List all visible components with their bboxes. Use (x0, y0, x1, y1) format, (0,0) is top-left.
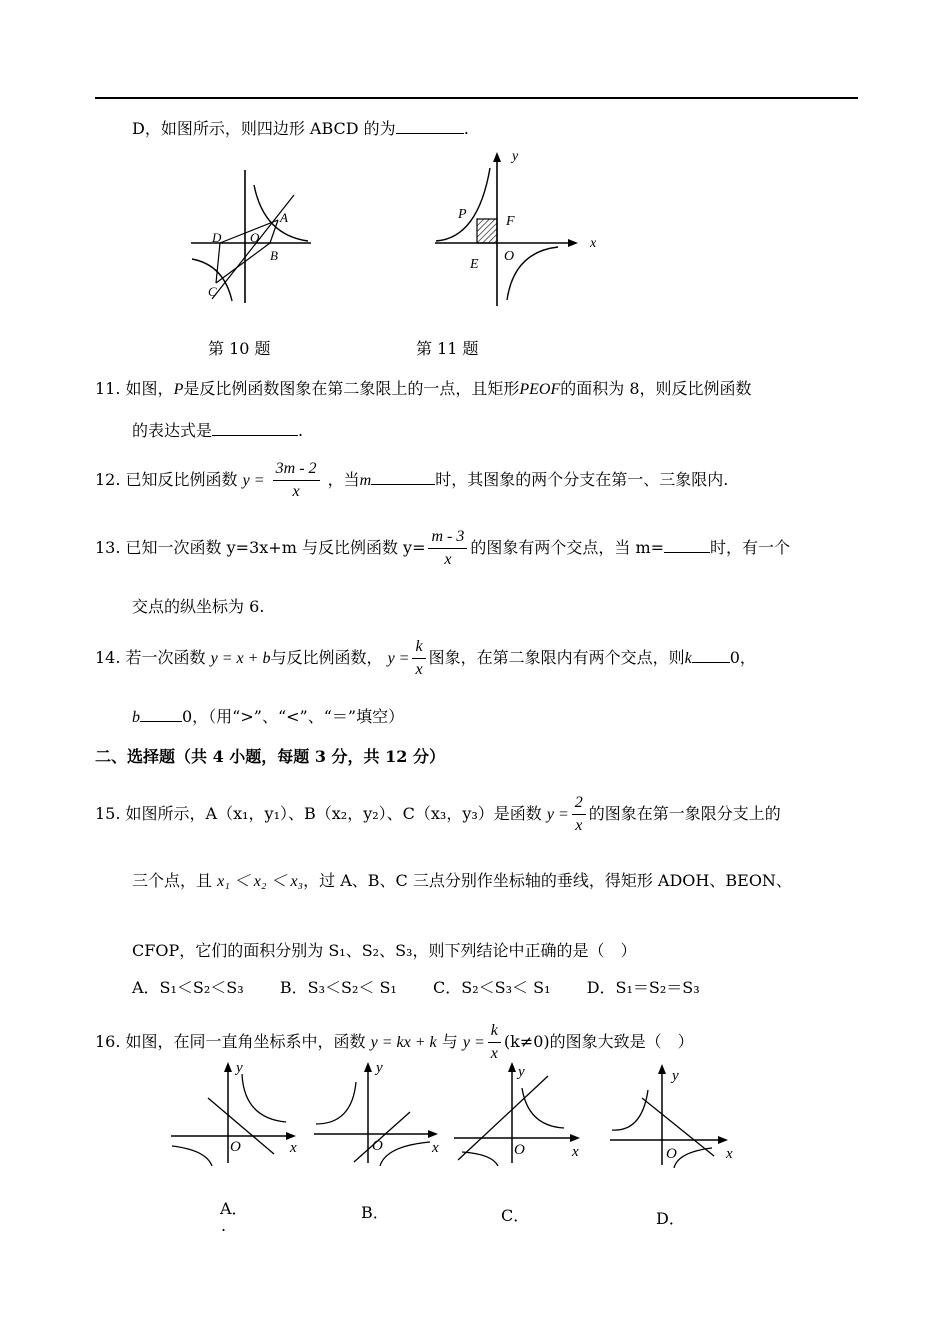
q12-t2: ，当 (327, 470, 360, 489)
graph-a-line (208, 1098, 274, 1154)
graph-d-y-arrow (658, 1064, 666, 1074)
q14-numerator: k (412, 636, 425, 659)
q12-line (95, 458, 728, 503)
fig11-curve-q4 (507, 247, 558, 300)
q12-denominator: x (292, 483, 300, 500)
fig10-label-D: D (212, 230, 222, 245)
q12-lhs: y = (242, 472, 265, 489)
q16-lhs: y = (462, 1034, 485, 1051)
fig10-label-C: C (208, 284, 217, 299)
fig11-label-E: E (470, 257, 479, 272)
graph-d-label-o: O (666, 1146, 677, 1162)
graph-a-label-o: O (230, 1139, 241, 1155)
q12-t1: 已知反比例函数 (125, 470, 238, 489)
q16-t3: (k≠0)的图象大致是（ ） (503, 1032, 694, 1051)
q15-option-a[interactable]: A．S₁＜S₂＜S₃ (132, 978, 244, 997)
q15-inequality: x₁ ＜ x₂ ＜ x₃ (217, 873, 304, 890)
graph-b-y-arrow (364, 1062, 372, 1072)
fig10-label-B: B (270, 248, 278, 263)
graph-c-x-arrow (570, 1134, 580, 1142)
q14-number: 14. (95, 648, 121, 667)
q15-line2 (132, 868, 792, 891)
graph-b-curve-q2 (316, 1082, 356, 1124)
q13-number: 13. (95, 538, 121, 557)
q15-number: 15. (95, 804, 121, 823)
graph-c-label-x: x (572, 1144, 579, 1160)
fig11-x-arrow (568, 239, 578, 247)
q11-P: P (173, 381, 184, 398)
q14-fraction (412, 636, 425, 681)
q12-blank[interactable] (371, 470, 435, 485)
fig10-segment-cb (216, 243, 270, 283)
graph-b-label-x: x (432, 1140, 439, 1156)
header-rule (95, 97, 858, 99)
graph-b-line (354, 1112, 410, 1162)
q14-t3: 图象，在第二象限内有两个交点，则 (428, 648, 685, 667)
q16-caption-c: C． (501, 1206, 530, 1225)
q14-k: k (684, 650, 692, 667)
q14-denominator: x (415, 661, 423, 678)
q16-graph-c[interactable] (452, 1058, 592, 1168)
q13-t3: 时，有一个 (710, 538, 791, 557)
q15-lhs: y = (546, 806, 569, 823)
graph-d-curve-q2 (612, 1090, 648, 1130)
q15-option-b[interactable]: B．S₃＜S₂＜ S₁ (279, 978, 397, 997)
q11-number: 11. (95, 379, 121, 398)
graph-c-label-o: O (514, 1142, 525, 1158)
graph-b-x-arrow (428, 1130, 438, 1138)
q14-line2 (132, 704, 404, 727)
q14-line1 (95, 636, 756, 681)
q11-t2: 是反比例函数图象在第二象限上的一点，且矩形 (183, 379, 520, 398)
q15-line1-text: 如图所示，A（x₁，y₁）、B（x₂，y₂）、C（x₃，y₃）是函数 (125, 804, 542, 823)
graph-a-x-arrow (286, 1132, 296, 1140)
q11-t1: 如图， (125, 379, 174, 398)
q14-t1: 若一次函数 (125, 648, 206, 667)
q16-graph-d[interactable] (608, 1060, 748, 1170)
q15-options (132, 975, 700, 998)
q14-blank-b[interactable] (140, 707, 182, 722)
q16-caption-a-dot: . (221, 1216, 227, 1235)
q13-fraction (428, 526, 467, 571)
q15-option-c[interactable]: C．S₂＜S₃＜ S₁ (433, 978, 551, 997)
q13-line1 (95, 526, 790, 571)
graph-a-label-x: x (290, 1140, 297, 1156)
q15-t2: 的图象在第一象限分支上的 (588, 804, 781, 823)
q14-lhs: y = (387, 650, 410, 667)
q14-t5: 0，（用“>”、“<”、“＝”填空） (182, 707, 405, 726)
q11-t3: 的面积为 8，则反比例函数 (560, 379, 752, 398)
graph-d-label-x: x (726, 1146, 733, 1162)
graph-b-label-y: y (376, 1060, 383, 1076)
graph-a-curve-q3 (172, 1146, 212, 1166)
q12-numerator: 3m - 2 (273, 458, 320, 481)
q15-line2b: ，过 A、B、C 三点分别作坐标轴的垂线，得矩形 ADOH、BEON、 (303, 871, 792, 890)
fig10-label-A: A (280, 210, 288, 225)
graph-d-x-arrow (718, 1136, 728, 1144)
q15-numerator: 2 (572, 792, 586, 815)
q12-m: m (359, 472, 372, 489)
graph-a-y-arrow (224, 1062, 232, 1072)
graph-d-curve-q4 (674, 1148, 712, 1168)
graph-c-line (458, 1076, 548, 1160)
graph-b-label-o: O (372, 1138, 383, 1154)
q16-numerator: k (488, 1020, 501, 1043)
q16-graph-a[interactable] (168, 1058, 308, 1168)
section-2-title: 二、选择题（共 4 小题，每题 3 分，共 12 分） (95, 747, 445, 766)
q14-t2: 与反比例函数， (270, 648, 383, 667)
q12-t3: 时，其图象的两个分支在第一、三象限内. (435, 470, 729, 489)
fig11-label-x: x (590, 236, 597, 251)
q13-denominator: x (444, 551, 452, 568)
q16-caption-d: D． (656, 1209, 685, 1228)
q13-t2: 的图象有两个交点，当 m= (470, 538, 665, 557)
q16-graph-b[interactable] (312, 1058, 452, 1168)
fig10-segment-dc (216, 243, 220, 283)
q15-denominator: x (575, 817, 583, 834)
fig11-caption: 第 11 题 (416, 339, 479, 358)
figure-10 (186, 165, 316, 305)
q13-blank[interactable] (664, 538, 710, 553)
graph-c-curve-q3 (462, 1152, 498, 1166)
q11-line1 (95, 376, 752, 399)
fig10-segment-da (220, 220, 278, 243)
graph-c-label-y: y (518, 1064, 525, 1080)
fig10-caption: 第 10 题 (208, 339, 271, 358)
q16-caption-b: B． (361, 1203, 389, 1222)
q10-text: D，如图所示，则四边形 ABCD 的为 (132, 119, 396, 138)
q11-end: . (298, 421, 304, 440)
fig11-y-arrow (493, 152, 501, 162)
q11-line2 (132, 418, 303, 441)
graph-c-y-arrow (508, 1062, 516, 1072)
q15-line1 (95, 792, 781, 837)
q10-blank[interactable] (396, 119, 464, 134)
fig11-label-P: P (458, 207, 467, 222)
fig11-rectangle-peof (477, 219, 497, 243)
q16-t1: 如图，在同一直角坐标系中，函数 (125, 1032, 366, 1051)
q16-t2: 与 (441, 1032, 458, 1051)
q14-t4: 0， (729, 648, 756, 667)
fig11-label-O: O (504, 249, 515, 264)
q10-line (132, 116, 469, 139)
q14-linear-expr: y = x + b (210, 650, 271, 667)
q13-line2: 交点的纵坐标为 6. (132, 597, 265, 616)
q12-fraction (273, 458, 320, 503)
graph-a-curve-q1 (242, 1074, 286, 1122)
q15-line2a: 三个点，且 (132, 871, 213, 890)
q15-option-d[interactable]: D．S₁＝S₂＝S₃ (586, 978, 700, 997)
q14-b: b (132, 709, 140, 726)
fig11-label-F: F (506, 214, 515, 229)
q11-blank[interactable] (212, 421, 298, 436)
q11-line2-text: 的表达式是 (132, 421, 213, 440)
fig11-label-y: y (512, 149, 519, 164)
q15-fraction (572, 792, 586, 837)
q16-linear-expr: y = kx + k (370, 1034, 437, 1051)
q13-t1: 已知一次函数 y=3x+m 与反比例函数 y= (125, 538, 426, 557)
q16-number: 16. (95, 1032, 121, 1051)
graph-a-label-y: y (236, 1060, 243, 1076)
figure-11 (430, 148, 610, 308)
fig10-label-O: O (250, 230, 260, 245)
q11-PEOF: PEOF (519, 381, 561, 398)
graph-d-label-y: y (672, 1068, 679, 1084)
graph-b-curve-q4 (380, 1142, 430, 1166)
q16-denominator: x (490, 1045, 498, 1062)
q13-numerator: m - 3 (428, 526, 467, 549)
q16-caption-a: A． (220, 1199, 248, 1218)
q14-blank-k[interactable] (692, 648, 730, 663)
q15-line3: CFOP，它们的面积分别为 S₁、S₂、S₃，则下列结论中正确的是（ ） (132, 941, 637, 960)
q10-end: . (463, 119, 469, 138)
graph-d-line (642, 1098, 714, 1156)
q12-number: 12. (95, 470, 121, 489)
